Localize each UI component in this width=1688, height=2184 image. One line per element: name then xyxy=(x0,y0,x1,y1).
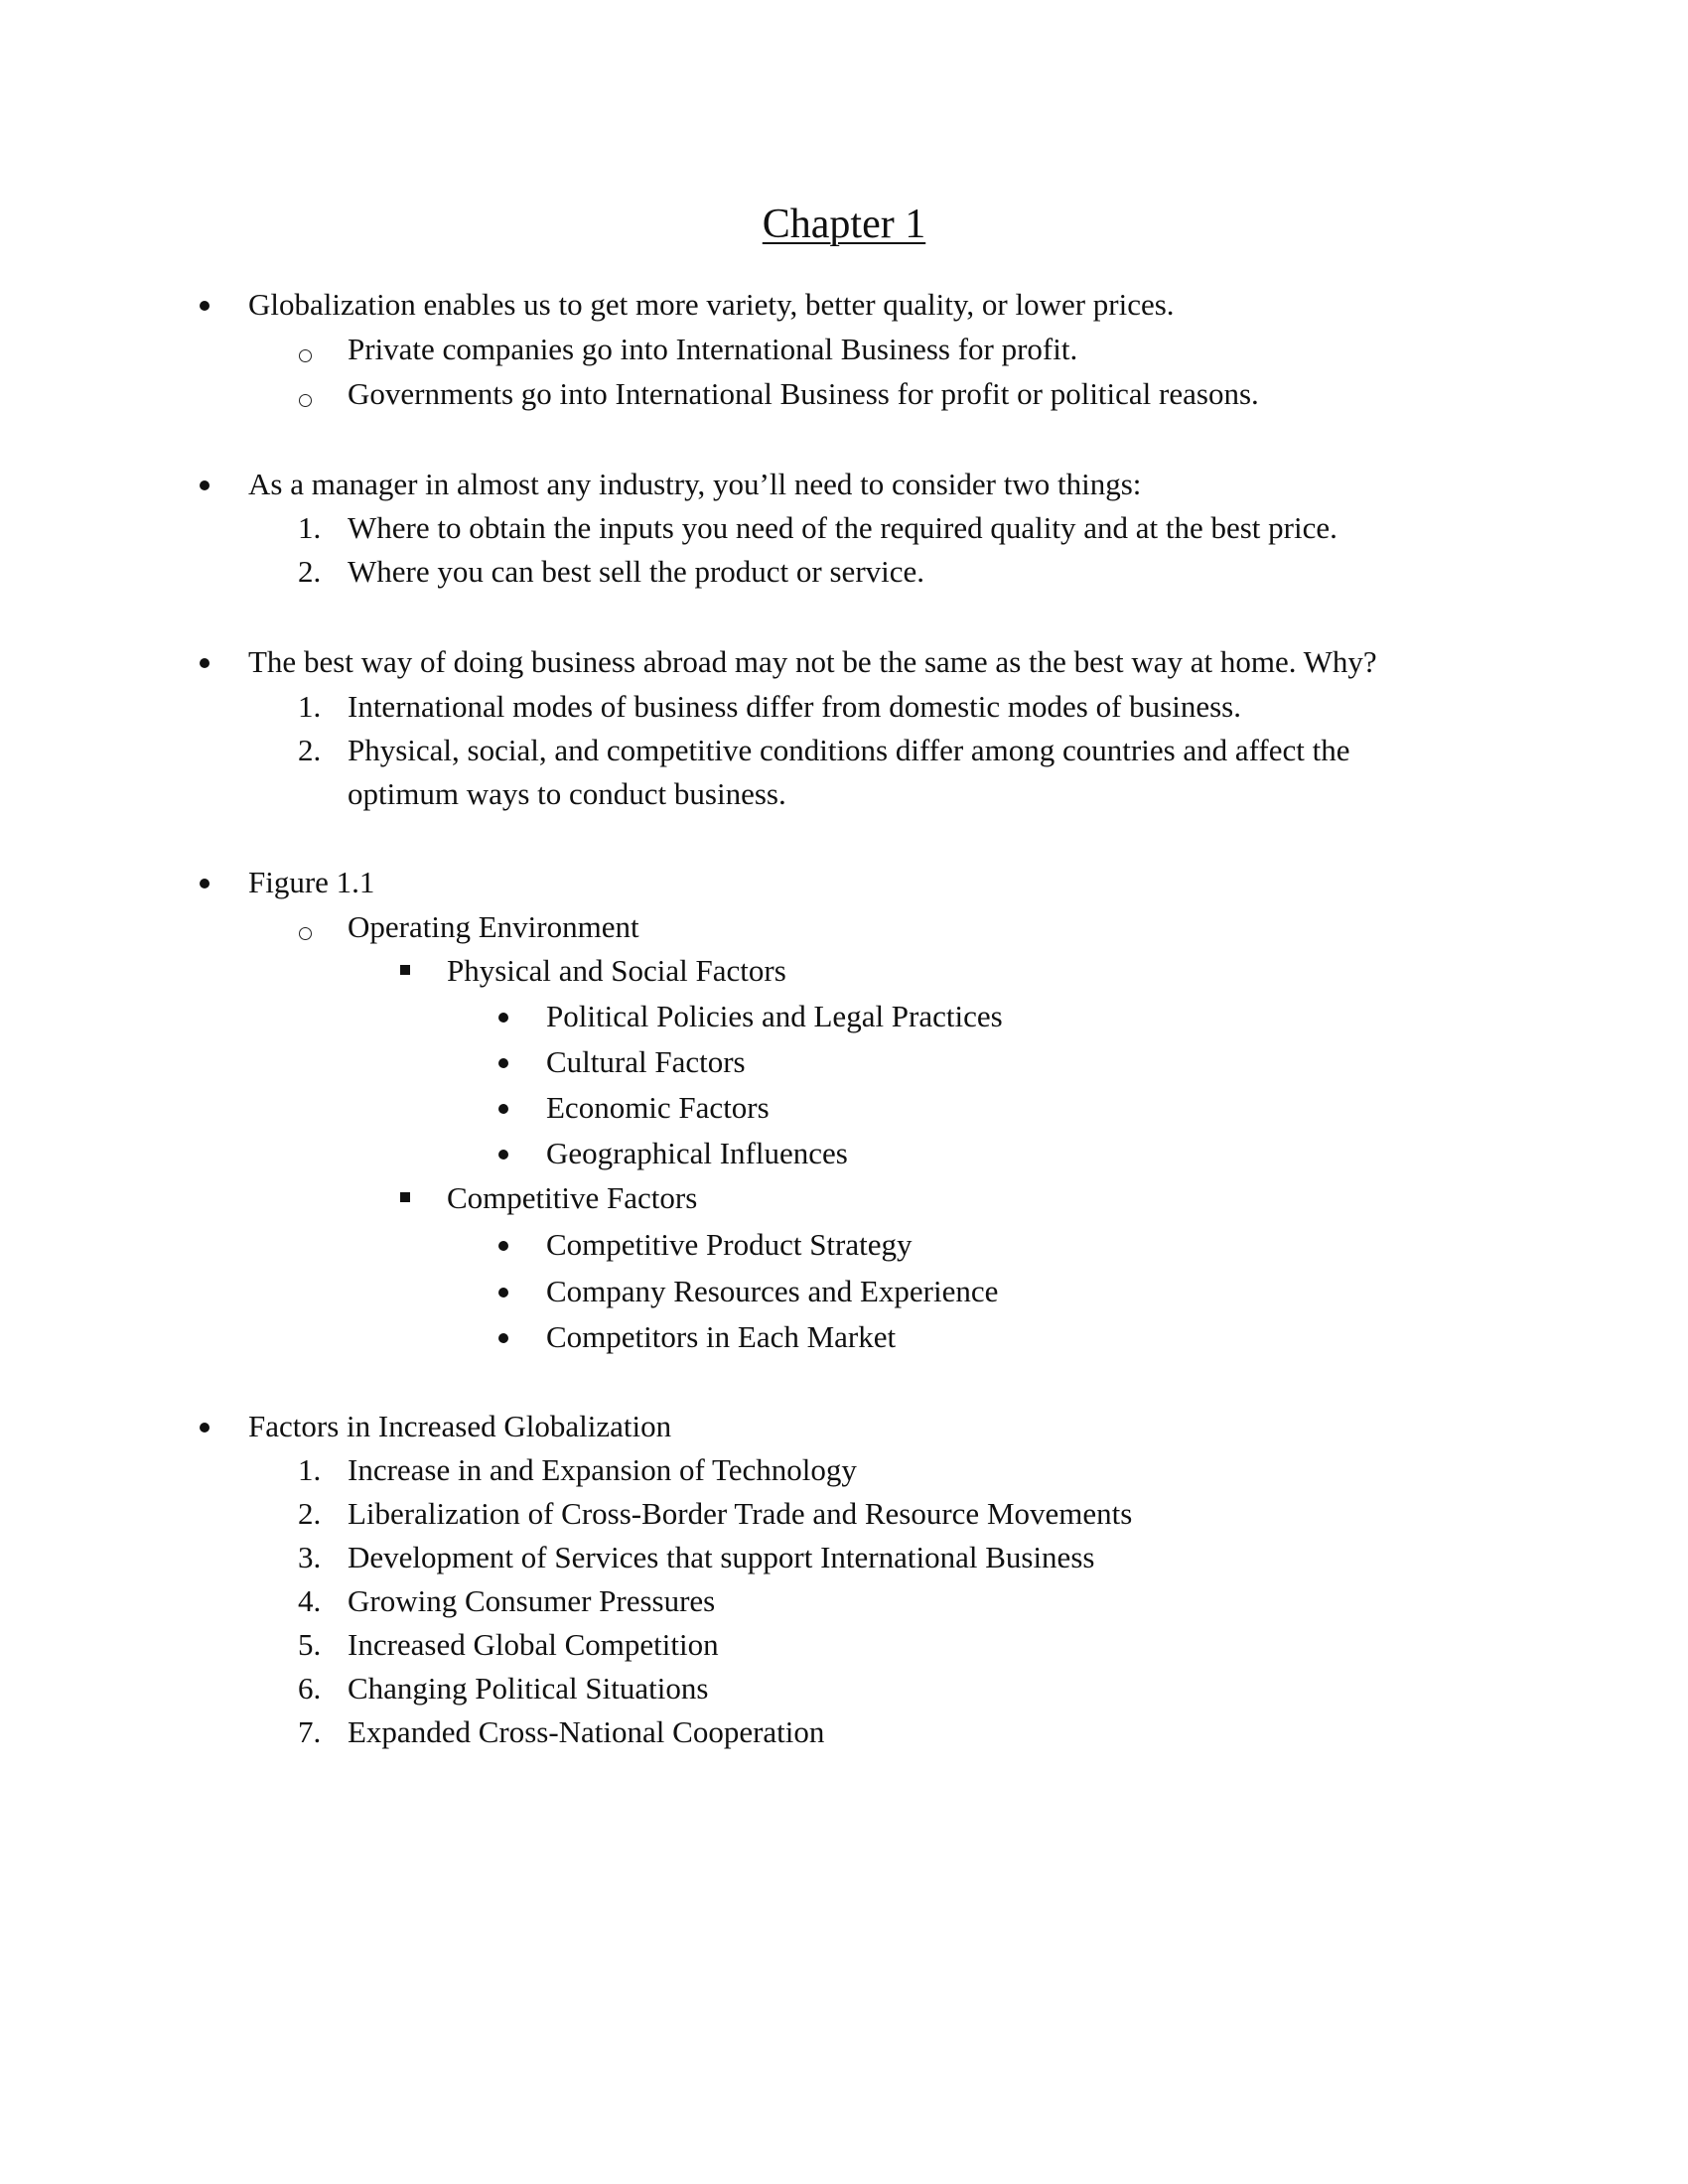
circle-bullet-icon xyxy=(299,927,312,940)
group-1-item-1: Political Policies and Legal Practices xyxy=(546,999,1003,1033)
list-number: 4. xyxy=(298,1583,322,1618)
group-1-item-4: Geographical Influences xyxy=(546,1136,848,1170)
list-number: 6. xyxy=(298,1671,322,1706)
section-3-heading: The best way of doing business abroad may not be the same as the best way at home. Why? xyxy=(248,644,1377,679)
section-5-item-6: Changing Political Situations xyxy=(348,1671,709,1706)
group-1-item-2: Cultural Factors xyxy=(546,1044,746,1079)
bullet-icon xyxy=(498,1013,508,1023)
section-3-item-2-line-2: optimum ways to conduct business. xyxy=(348,776,786,811)
circle-bullet-icon xyxy=(299,349,312,362)
bullet-icon xyxy=(498,1104,508,1114)
bullet-icon xyxy=(200,1423,210,1433)
bullet-icon xyxy=(498,1150,508,1160)
square-bullet-icon xyxy=(400,965,410,975)
list-number: 3. xyxy=(298,1540,322,1574)
section-5-item-7: Expanded Cross-National Cooperation xyxy=(348,1714,825,1749)
section-5-item-3: Development of Services that support International Business xyxy=(348,1540,1095,1574)
operating-environment: Operating Environment xyxy=(348,909,639,944)
bullet-icon xyxy=(200,879,210,888)
section-3-item-2-line-1: Physical, social, and competitive conditions differ among countries and affect the xyxy=(348,733,1350,767)
group-2-item-1: Competitive Product Strategy xyxy=(546,1227,913,1262)
list-number: 2. xyxy=(298,1496,322,1531)
list-number: 7. xyxy=(298,1714,322,1749)
list-number: 5. xyxy=(298,1627,322,1662)
section-2-item-1: Where to obtain the inputs you need of the required quality and at the best price. xyxy=(348,510,1337,545)
group-2-label: Competitive Factors xyxy=(447,1180,698,1215)
bullet-icon xyxy=(498,1241,508,1251)
bullet-icon xyxy=(200,301,210,311)
list-number: 1. xyxy=(298,1452,322,1487)
list-number: 1. xyxy=(298,689,322,724)
section-4-heading: Figure 1.1 xyxy=(248,865,375,899)
section-5-item-1: Increase in and Expansion of Technology xyxy=(348,1452,857,1487)
bullet-icon xyxy=(498,1333,508,1343)
section-5-item-4: Growing Consumer Pressures xyxy=(348,1583,716,1618)
list-number: 2. xyxy=(298,733,322,767)
bullet-icon xyxy=(498,1058,508,1068)
section-1-item-1: Private companies go into International Business for profit. xyxy=(348,332,1078,366)
bullet-icon xyxy=(498,1288,508,1297)
section-1-item-2: Governments go into International Business for profit or political reasons. xyxy=(348,376,1259,411)
section-2-heading: As a manager in almost any industry, you’ll need to consider two things: xyxy=(248,467,1142,501)
list-number: 2. xyxy=(298,554,322,589)
group-2-item-3: Competitors in Each Market xyxy=(546,1319,897,1354)
page-title: Chapter 1 xyxy=(762,202,926,247)
group-1-label: Physical and Social Factors xyxy=(447,953,786,988)
list-number: 1. xyxy=(298,510,322,545)
square-bullet-icon xyxy=(400,1192,410,1202)
section-1-heading: Globalization enables us to get more variety, better quality, or lower prices. xyxy=(248,287,1175,322)
bullet-icon xyxy=(200,658,210,668)
section-5-item-5: Increased Global Competition xyxy=(348,1627,719,1662)
section-3-item-1: International modes of business differ from domestic modes of business. xyxy=(348,689,1241,724)
group-2-item-2: Company Resources and Experience xyxy=(546,1274,999,1308)
section-5-heading: Factors in Increased Globalization xyxy=(248,1409,672,1443)
circle-bullet-icon xyxy=(299,394,312,407)
bullet-icon xyxy=(200,480,210,490)
section-2-item-2: Where you can best sell the product or service. xyxy=(348,554,925,589)
section-5-item-2: Liberalization of Cross-Border Trade and Resource Movements xyxy=(348,1496,1133,1531)
group-1-item-3: Economic Factors xyxy=(546,1090,770,1125)
